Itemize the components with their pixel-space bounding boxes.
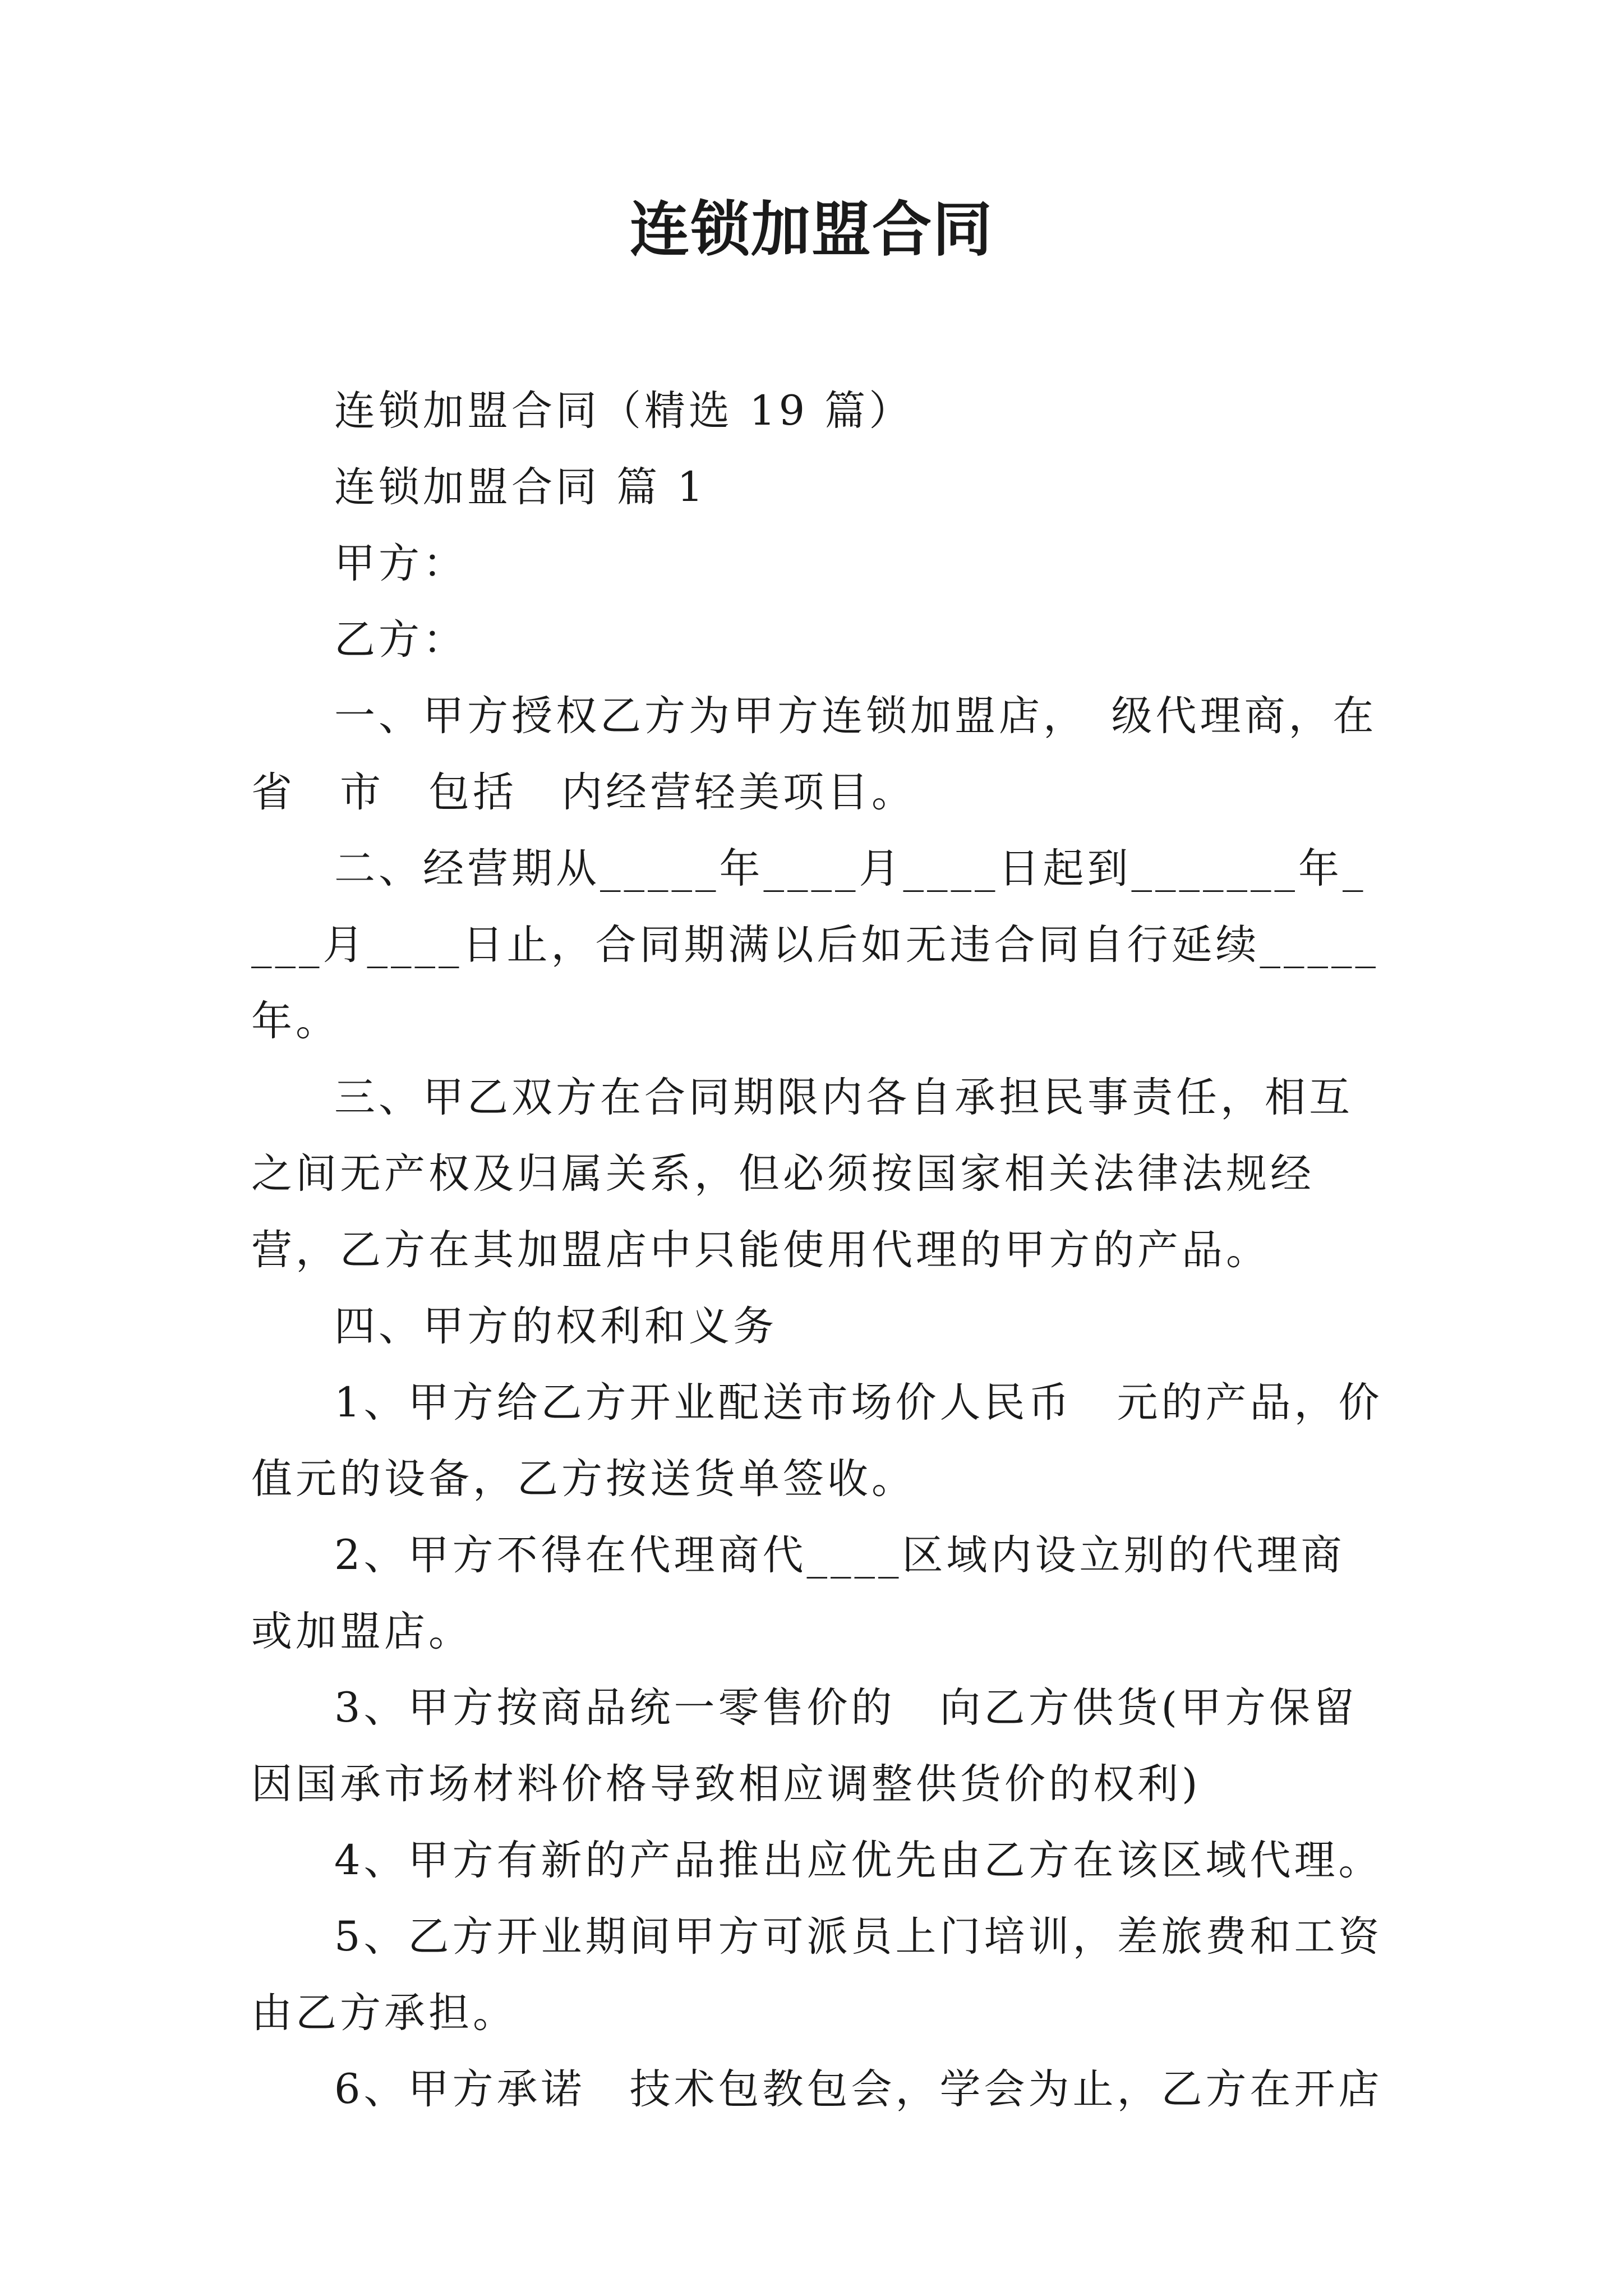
paragraph-clause-1: 一、甲方授权乙方为甲方连锁加盟店， 级代理商，在 省 市 包括 内经营轻美项目。: [251, 692, 1422, 816]
paragraph-section-heading: 连锁加盟合同 篇 1: [334, 463, 707, 511]
paragraph-item-2: 2、甲方不得在代理商代____区域内设立别的代理商或加盟店。: [251, 1531, 1345, 1655]
paragraph-item-6: 6、甲方承诺 技术包教包会，学会为止，乙方在开店: [334, 2065, 1383, 2113]
paragraph-clause-3: 三、甲乙双方在合同期限内各自承担民事责任，相互之间无产权及归属关系，但必须按国家相关法律法规经营，乙方在其加盟店中只能使用代理的甲方的产品。: [251, 1074, 1353, 1274]
paragraph-subtitle: 连锁加盟合同（精选 19 篇）: [334, 387, 914, 435]
paragraph-item-5: 5、乙方开业期间甲方可派员上门培训，差旅费和工资由乙方承担。: [251, 1913, 1383, 2037]
paragraph-item-4: 4、甲方有新的产品推出应优先由乙方在该区域代理。: [334, 1837, 1383, 1884]
paragraph-party-b: 乙方：: [334, 616, 467, 664]
paragraph-clause-2: 二、经营期从_____年____月____日起到_______年____月____日止，合同期满以后如无违合同自行延续_____年。: [251, 845, 1379, 1045]
paragraph-party-a: 甲方：: [334, 540, 467, 587]
document-title: 连锁加盟合同: [630, 195, 993, 264]
paragraph-item-3: 3、甲方按商品统一零售价的 向乙方供货(甲方保留因国承市场材料价格导致相应调整供货价的权利): [251, 1684, 1358, 1808]
paragraph-clause-4-heading: 四、甲方的权利和义务: [334, 1303, 777, 1350]
paragraph-item-1: 1、甲方给乙方开业配送市场价人民币 元的产品，价值元的设备，乙方按送货单签收。: [251, 1379, 1383, 1503]
document-body: [251, 373, 1422, 2128]
